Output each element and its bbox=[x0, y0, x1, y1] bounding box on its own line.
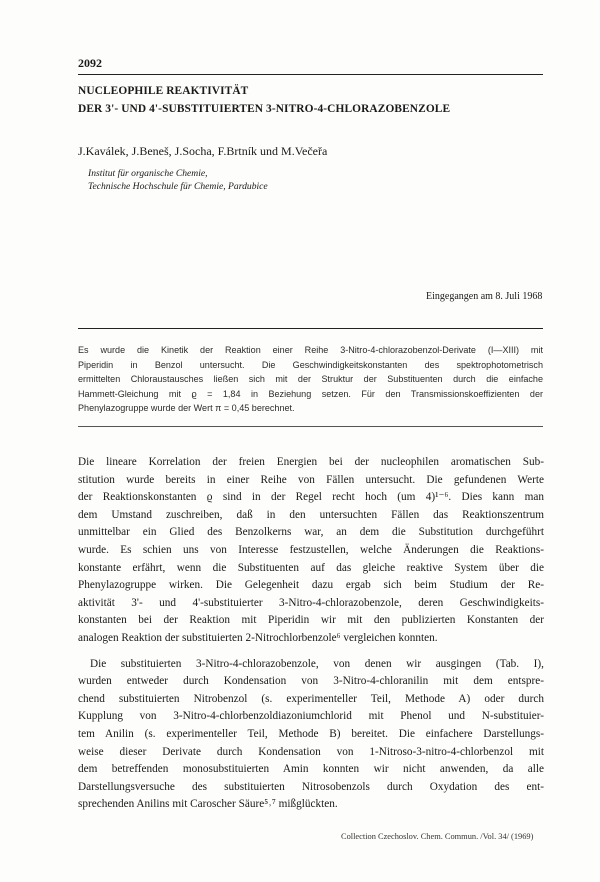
page-number: 2092 bbox=[78, 56, 102, 70]
header-rule bbox=[78, 74, 543, 75]
abstract bbox=[78, 343, 543, 416]
body-line: chend substituierten Nitrobenzol (s. experimenteller Teil, Methode A) oder durch bbox=[78, 692, 544, 705]
paragraph-2 bbox=[78, 656, 544, 814]
body-line: wurden entweder durch Kondensation von 3-Nitro-4-chloranilin mit dem entspre- bbox=[78, 675, 544, 688]
authors: J.Kaválek, J.Beneš, J.Socha, F.Brtník und M.Večeřa bbox=[78, 144, 328, 158]
abstract-line: ermittelten Chloraustausches ließen sich mit der Struktur der Substituenten durch die einfache bbox=[78, 374, 543, 385]
abstract-line: Piperidin in Benzol untersucht. Die Geschwindigkeitskonstanten des spektrophotometrisch bbox=[78, 359, 543, 370]
body-line: Kupplung von 3-Nitro-4-chlorbenzoldiazoniumchlorid mit Phenol und N-substituier- bbox=[78, 710, 544, 723]
body-line: Die substituierten 3-Nitro-4-chlorazobenzole, von denen wir ausgingen (Tab. I), bbox=[90, 657, 544, 670]
body-line: weise dieser Derivate durch Kondensation von 1-Nitroso-3-nitro-4-chlorbenzol mit bbox=[78, 745, 544, 758]
body-line: konstante erfährt, wenn die Substituenten auf das gleiche reaktive System über die bbox=[78, 561, 544, 574]
received-date: Eingegangen am 8. Juli 1968 bbox=[426, 291, 543, 302]
article-title bbox=[78, 82, 548, 118]
body-line: sprechenden Anilins mit Caroscher Säure⁵˒⁷ mißglückten. bbox=[78, 798, 338, 811]
affiliation-line: Technische Hochschule für Chemie, Pardubice bbox=[88, 181, 268, 192]
affiliation bbox=[88, 167, 268, 193]
body-line: aktivität 3'- und 4'-substituierter 3-Nitro-4-chlorazobenzole, deren Geschwindigkeits- bbox=[78, 596, 544, 609]
abstract-top-rule bbox=[78, 328, 543, 329]
body-line: konstanten bei der Reaktion mit Piperidin wir mit den publizierten Konstanten der bbox=[78, 614, 544, 627]
body-line: Darstellungsversuche des substituierten Nitrosobenzols durch Oxydation des ent- bbox=[78, 780, 544, 793]
body-line: analogen Reaktion der substituierten 2-Nitrochlorbenzole⁶ vergleichen konnten. bbox=[78, 631, 438, 644]
body-line: tem Anilin (s. experimenteller Teil, Methode B) bereitet. Die einfachere Darstellungs- bbox=[78, 727, 544, 740]
body-line: dem betreffenden monosubstituierten Amin konnten wir nicht anwenden, da alle bbox=[78, 763, 544, 776]
abstract-line: Es wurde die Kinetik der Reaktion einer Reihe 3-Nitro-4-chlorazobenzol-Derivate (I—XIII) mit bbox=[78, 345, 543, 355]
body-line: Die lineare Korrelation der freien Energien bei der nucleophilen aromatischen Sub- bbox=[78, 456, 544, 468]
body-line: dem Umstand zuschreiben, daß in den untersuchten Fällen das Reaktionszentrum bbox=[78, 508, 544, 521]
body-line: wurde. Es schien uns von Interesse festzustellen, welche Änderungen die Reaktions- bbox=[78, 543, 544, 556]
title-line: DER 3'- UND 4'-SUBSTITUIERTEN 3-NITRO-4-CHLORAZOBENZOLE bbox=[78, 103, 451, 115]
body-line: der Reaktionskonstanten ϱ sind in der Regel recht hoch (um 4)¹⁻⁶. Dies kann man bbox=[78, 491, 544, 504]
abstract-bottom-rule bbox=[78, 426, 543, 427]
affiliation-line: Institut für organische Chemie, bbox=[88, 168, 208, 179]
abstract-line: Phenylazogruppe wurde der Wert π = 0,45 berechnet. bbox=[78, 403, 295, 414]
title-line: NUCLEOPHILE REAKTIVITÄT bbox=[78, 85, 249, 97]
abstract-line: Hammett-Gleichung mit ϱ = 1,84 in Beziehung setzen. Für den Transmissionskoeffizienten der bbox=[78, 388, 543, 399]
body-line: unmittelbar ein Glied des Benzolkerns war, an dem die Substitution durchgeführt bbox=[78, 526, 544, 539]
journal-footer: Collection Czechoslov. Chem. Commun. /Vol. 34/ (1969) bbox=[341, 832, 534, 841]
body-line: stitution wurde bereits in einer Reihe von Fällen untersucht. Die gefundenen Werte bbox=[78, 473, 544, 486]
paragraph-1 bbox=[78, 454, 544, 648]
body-text bbox=[78, 454, 544, 814]
body-line: Phenylazogruppe wirken. Die Gelegenheit dazu ergab sich beim Studium der Re- bbox=[78, 579, 544, 592]
